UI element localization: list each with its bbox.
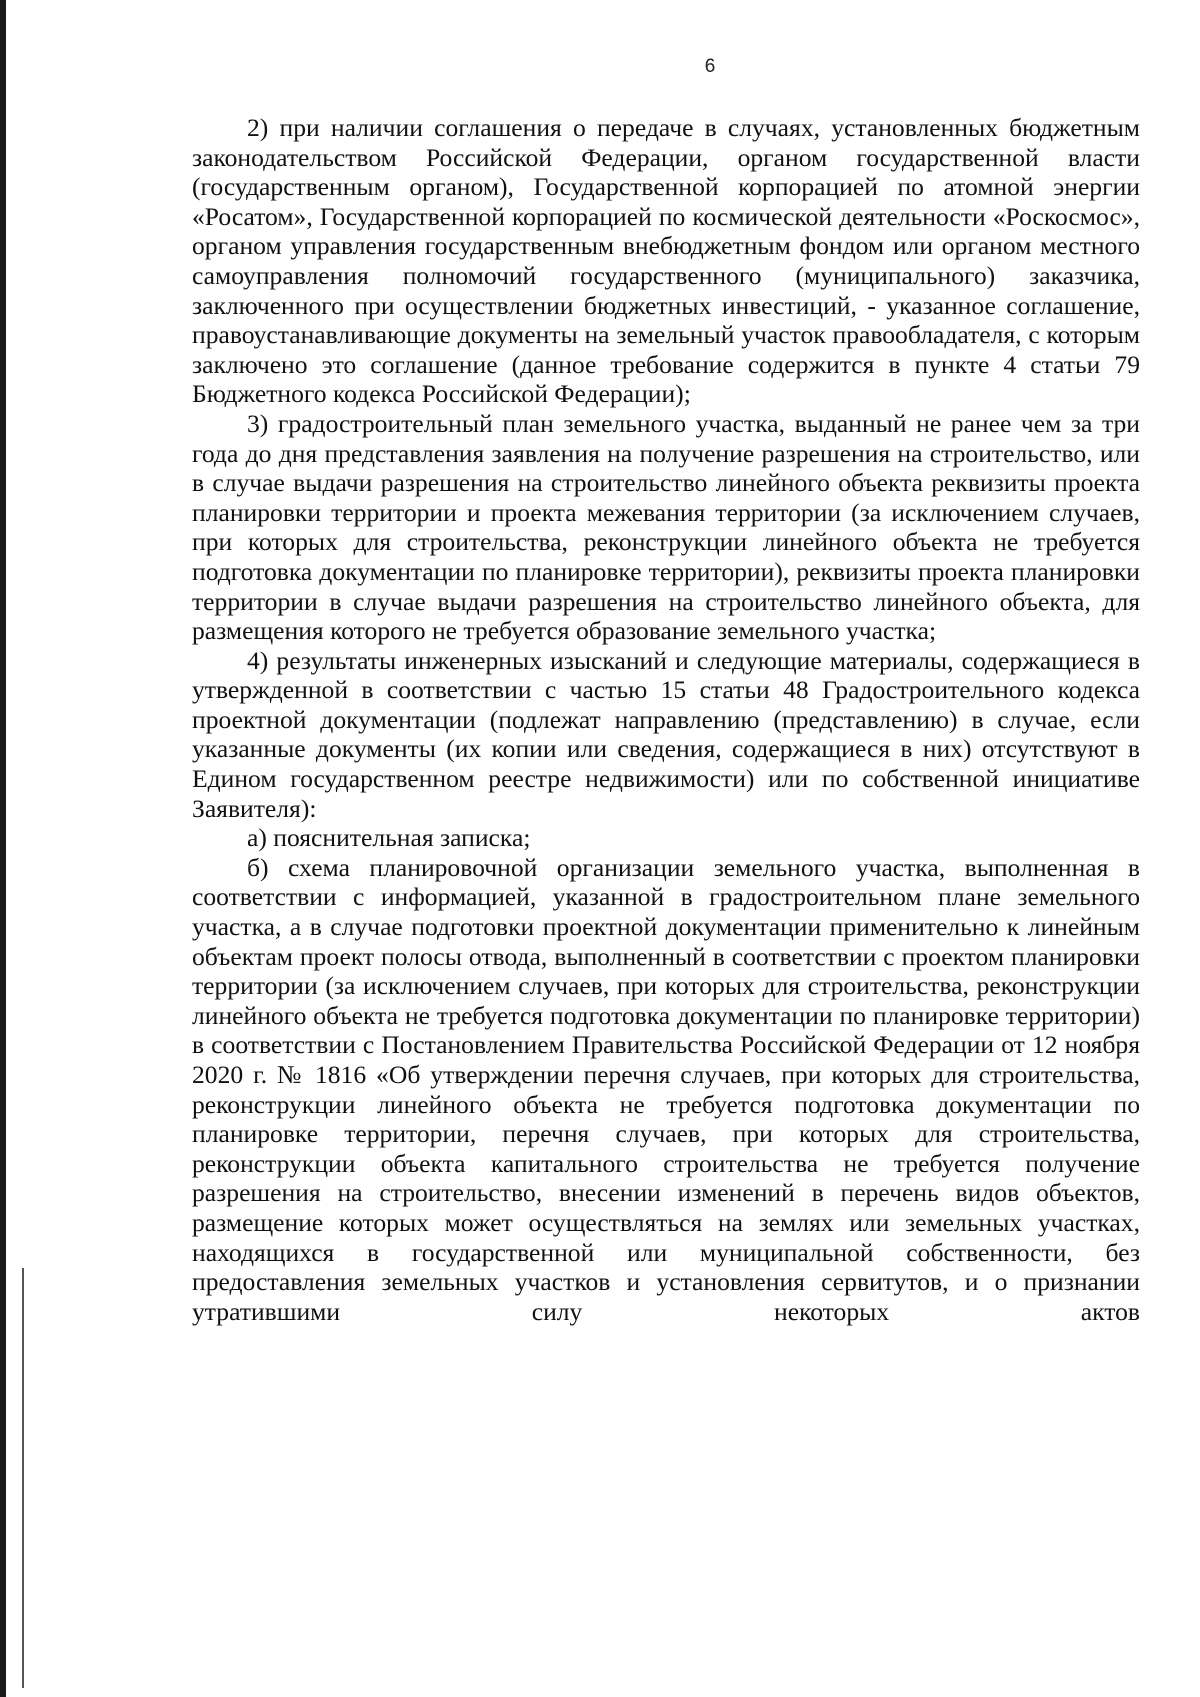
paragraph-subitem-a: а) пояснительная записка; <box>247 823 531 853</box>
paragraph-item-3: 3) градостроительный план земельного участка, выданный не ранее чем за три года до дня представления заявления на получение разрешения на строительство, или в случае выдачи разрешения на строительство линейного объекта реквизиты проекта планировки территории и проекта межевания территории (за исключением случаев, при которых для строительства, реконструкции линейного объекта не требуется подготовка документации по планировке территории), реквизиты проекта планировки территории в случае выдачи разрешения на строительство линейного объекта, для размещения которого не требуется образование земельного участка; <box>192 408 1140 646</box>
paragraph-item-4: 4) результаты инженерных изысканий и следующие материалы, содержащиеся в утвержденной в соответствии с частью 15 статьи 48 Градостроительного кодекса проектной документации (подлежат направлению (представлению) в случае, если указанные документы (их копии или сведения, содержащиеся в них) отсутствуют в Едином государственном реестре недвижимости) или по собственной инициативе Заявителя): <box>192 645 1140 823</box>
paragraph-item-2: 2) при наличии соглашения о передаче в случаях, установленных бюджетным законодательством Российской Федерации, органом государственной власти (государственным органом), Государственной корпорацией по атомной энергии «Росатом», Государственной корпорацией по космической деятельности «Роскосмос», органом управления государственным внебюджетным фондом или органом местного самоуправления полномочий государственного (муниципального) заказчика, заключенного при осуществлении бюджетных инвестиций, - указанное соглашение, правоустанавливающие документы на земельный участок правообладателя, с которым заключено это соглашение (данное требование содержится в пункте 4 статьи 79 Бюджетного кодекса Российской Федерации); <box>192 113 1140 409</box>
document-body <box>192 113 1140 1326</box>
scan-left-edge <box>0 0 6 1697</box>
scan-artifact-line <box>22 1268 24 1688</box>
paragraph-subitem-b: б) схема планировочной организации земельного участка, выполненная в соответствии с информацией, указанной в градостроительном плане земельного участка, а в случае подготовки проектной документации применительно к линейным объектам проект полосы отвода, выполненный в соответствии с проектом планировки территории (за исключением случаев, при которых для строительства, реконструкции линейного объекта не требуется подготовка документации по планировке территории) в соответствии с Постановлением Правительства Российской Федерации от 12 ноября 2020 г. № 1816 «Об утверждении перечня случаев, при которых для строительства, реконструкции линейного объекта не требуется подготовка документации по планировке территории, перечня случаев, при которых для строительства, реконструкции объекта капитального строительства не требуется получение разрешения на строительство, внесении изменений в перечень видов объектов, размещение которых может осуществляться на землях или земельных участках, находящихся в государственной или муниципальной собственности, без предоставления земельных участков и установления сервитутов, и о признании утратившими силу некоторых актов <box>192 852 1140 1326</box>
page-number: 6 <box>704 56 716 77</box>
